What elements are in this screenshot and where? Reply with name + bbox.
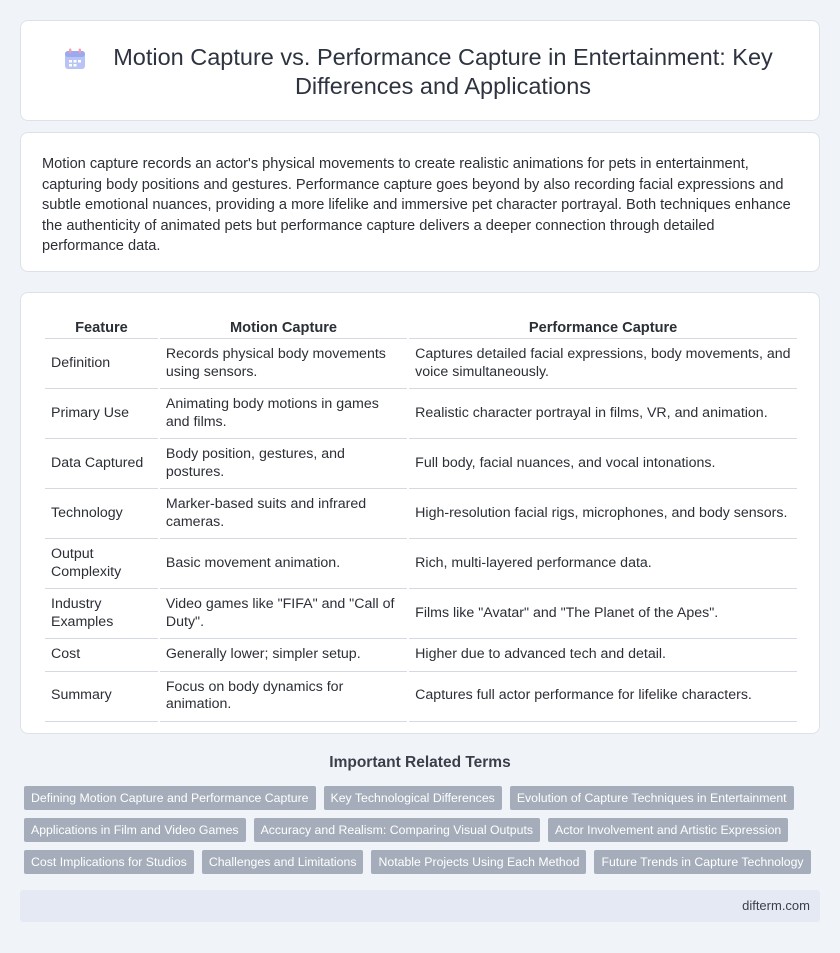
related-term-tag[interactable]: Challenges and Limitations: [202, 850, 364, 874]
performance-capture-cell: Higher due to advanced tech and detail.: [409, 639, 797, 672]
feature-cell: Primary Use: [45, 389, 158, 439]
related-term-tag[interactable]: Future Trends in Capture Technology: [594, 850, 810, 874]
page-title: Motion Capture vs. Performance Capture in Entertainment: Key Differences and Applications: [113, 44, 773, 99]
related-term-tag[interactable]: Actor Involvement and Artistic Expression: [548, 818, 788, 842]
table-row: [45, 539, 797, 589]
table-row: [45, 589, 797, 639]
motion-capture-cell: Records physical body movements using sensors.: [160, 339, 407, 389]
intro-card: [20, 132, 820, 272]
motion-capture-cell: Marker-based suits and infrared cameras.: [160, 489, 407, 539]
feature-cell: Definition: [45, 339, 158, 389]
motion-capture-cell: Video games like "FIFA" and "Call of Duty".: [160, 589, 407, 639]
related-term-tag[interactable]: Notable Projects Using Each Method: [371, 850, 586, 874]
feature-cell: Industry Examples: [45, 589, 158, 639]
feature-cell: Summary: [45, 672, 158, 722]
related-term-tag[interactable]: Key Technological Differences: [324, 786, 502, 810]
column-header: Motion Capture: [160, 315, 407, 339]
motion-capture-cell: Basic movement animation.: [160, 539, 407, 589]
footer: [20, 890, 820, 922]
table-row: [45, 639, 797, 672]
motion-capture-cell: Animating body motions in games and films.: [160, 389, 407, 439]
table-row: [45, 489, 797, 539]
performance-capture-cell: Films like "Avatar" and "The Planet of the Apes".: [409, 589, 797, 639]
related-terms-list: [24, 786, 814, 874]
performance-capture-cell: Captures full actor performance for lifelike characters.: [409, 672, 797, 722]
table-row: [45, 439, 797, 489]
feature-cell: Technology: [45, 489, 158, 539]
feature-cell: Data Captured: [45, 439, 158, 489]
table-header-row: [45, 315, 797, 339]
related-term-tag[interactable]: Evolution of Capture Techniques in Entertainment: [510, 786, 794, 810]
motion-capture-cell: Generally lower; simpler setup.: [160, 639, 407, 672]
motion-capture-cell: Body position, gestures, and postures.: [160, 439, 407, 489]
column-header: Feature: [45, 315, 158, 339]
footer-site-link[interactable]: difterm.com: [742, 898, 810, 913]
performance-capture-cell: Captures detailed facial expressions, body movements, and voice simultaneously.: [409, 339, 797, 389]
feature-cell: Output Complexity: [45, 539, 158, 589]
motion-capture-cell: Focus on body dynamics for animation.: [160, 672, 407, 722]
column-header: Performance Capture: [409, 315, 797, 339]
comparison-table: [43, 315, 799, 722]
performance-capture-cell: Rich, multi-layered performance data.: [409, 539, 797, 589]
related-term-tag[interactable]: Accuracy and Realism: Comparing Visual Outputs: [254, 818, 540, 842]
related-term-tag[interactable]: Cost Implications for Studios: [24, 850, 194, 874]
comparison-table-card: [20, 292, 820, 734]
performance-capture-cell: Realistic character portrayal in films, VR, and animation.: [409, 389, 797, 439]
related-term-tag[interactable]: Applications in Film and Video Games: [24, 818, 246, 842]
related-terms-title: Important Related Terms: [329, 754, 511, 771]
table-row: [45, 389, 797, 439]
feature-cell: Cost: [45, 639, 158, 672]
related-term-tag[interactable]: Defining Motion Capture and Performance Capture: [24, 786, 316, 810]
table-row: [45, 339, 797, 389]
intro-paragraph: Motion capture records an actor's physical movements to create realistic animations for pets in entertainment, capturing body positions and gestures. Performance capture goes beyond by also recording facial expressions and subtle emotional nuances, providing a more lifelike and immersive pet character portrayal. Both techniques enhance the authenticity of animated pets but performance capture delivers a deeper connection through detailed performance data.: [42, 156, 791, 254]
performance-capture-cell: High-resolution facial rigs, microphones, and body sensors.: [409, 489, 797, 539]
header-card: [20, 20, 820, 121]
table-row: [45, 672, 797, 722]
performance-capture-cell: Full body, facial nuances, and vocal intonations.: [409, 439, 797, 489]
